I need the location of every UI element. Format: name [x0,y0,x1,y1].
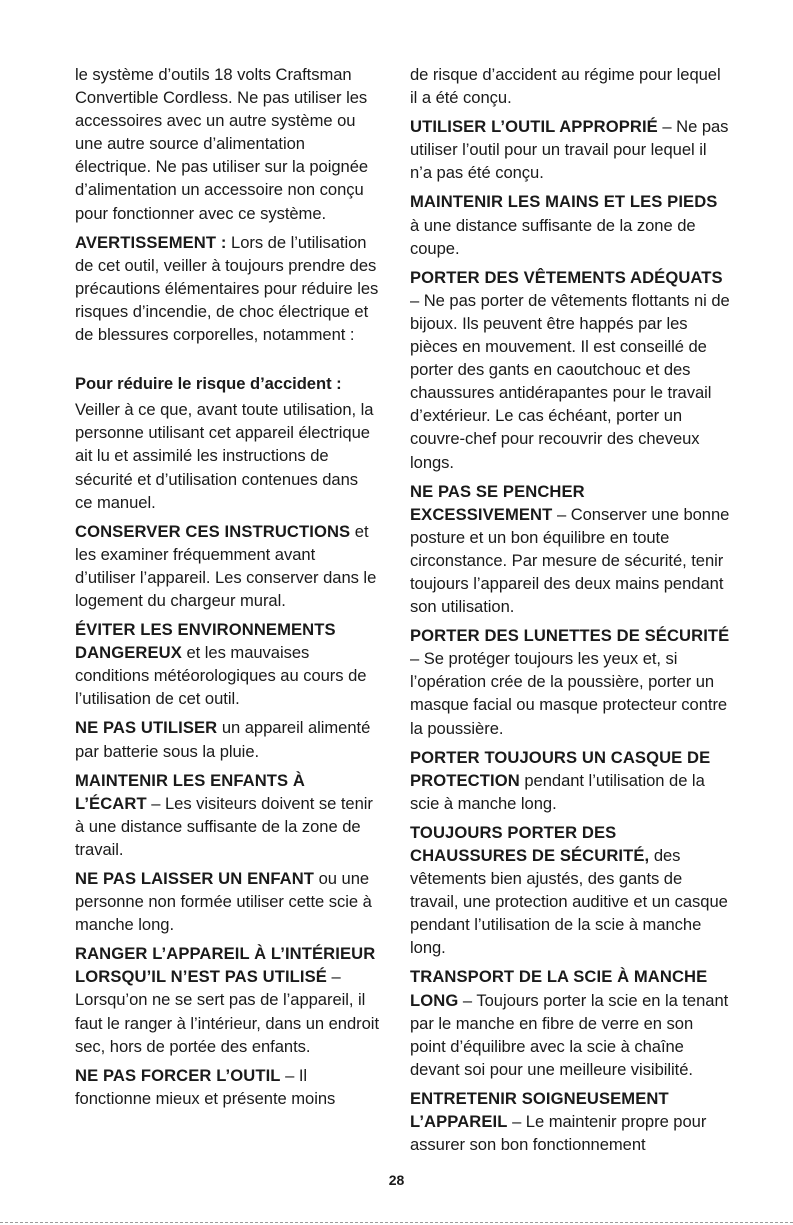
page-bottom-divider [0,1222,793,1223]
paragraph-text: – Se protéger toujours les yeux et, si l’opération crée de la poussière, porter un masque facial ou masque protecteur contre la poussière. [410,649,728,738]
paragraph-heading: ENTRETENIR SOIGNEUSEMENT L’APPAREIL [410,1088,669,1132]
paragraph-heading: PORTER DES LUNETTES DE SÉCURITÉ [410,626,730,646]
paragraph-text: de risque d’accident au régime pour lequel il a été conçu. [410,65,721,108]
paragraph-text: et les mauvaises conditions météorologiques au cours de l’utilisation de cet outil. [75,643,367,709]
left-column [75,63,380,1116]
paragraph-text: – Les visiteurs doivent se tenir à une distance suffisante de la zone de travail. [75,793,373,859]
paragraph [75,867,380,936]
paragraph [410,624,730,739]
paragraph [75,769,380,861]
paragraph [410,821,730,960]
paragraph-text: des vêtements bien ajustés, des gants de travail, une protection auditive et un casque pendant l’utilisation de la scie à manche long. [410,846,728,958]
paragraph [75,942,380,1057]
paragraph-text: un appareil alimenté par batterie sous la pluie. [75,718,371,761]
paragraph [75,63,380,225]
paragraph [410,480,730,619]
paragraph-text: le système d’outils 18 volts Craftsman Convertible Cordless. Ne pas utiliser les accessoires avec un autre système ou une autre source d’alimentation électrique. Ne pas utiliser sur la poignée d’alimentation un accessoire non conçu pour fonctionner avec ce système. [75,65,369,223]
paragraph-text: – Conserver une bonne posture et un bon équilibre en toute circonstance. Par mesure de sécurité, tenir toujours l’appareil des deux mains pendant son utilisation. [410,504,730,617]
paragraph-heading: MAINTENIR LES ENFANTS À L’ÉCART [75,770,306,813]
paragraph-text: – Ne pas porter de vêtements flottants ni de bijoux. Ils peuvent être happés par les pièces en mouvement. Il est conseillé de porter des gants en caoutchouc et des chaussures antidérapantes pour le travail d’extérieur. Le cas échéant, porter un couvre-chef pour recouvrir des cheveux longs. [410,290,730,472]
paragraph-text: ou une personne non formée utiliser cette scie à manche long. [75,869,372,935]
paragraph [410,115,730,184]
paragraph [75,716,380,762]
paragraph [410,965,730,1080]
paragraph-text: Lors de l’utilisation de cet outil, veiller à toujours prendre des précautions élémentaires pour réduire les risques d’incendie, de choc électrique et de blessures corporelles, notamment : [75,232,379,345]
paragraph [410,63,730,109]
paragraph [410,190,730,259]
paragraph [75,1064,380,1110]
paragraph [410,746,730,815]
paragraph-text: à une distance suffisante de la zone de coupe. [410,215,696,258]
right-column [410,63,730,1162]
paragraph [75,231,380,346]
paragraph-heading: NE PAS UTILISER [75,718,218,738]
paragraph-heading: NE PAS FORCER L’OUTIL [75,1065,281,1085]
paragraph-heading: ÉVITER LES ENVIRONNEMENTS DANGEREUX [75,620,336,663]
paragraph [410,1087,730,1156]
paragraph-text: pendant l’utilisation de la scie à manche long. [410,770,705,813]
paragraph-text: Veiller à ce que, avant toute utilisation, la personne utilisant cet appareil électrique ait lu et assimilé les instructions de sécurité et d’utilisation contenues dans ce manuel. [75,400,374,512]
paragraph-text: – Le maintenir propre pour assurer son bon fonctionnement [410,1112,707,1155]
paragraph-text: – Il fonctionne mieux et présente moins [75,1065,336,1108]
paragraph [75,520,380,612]
paragraph-text: – Ne pas utiliser l’outil pour un travail pour lequel il n’a pas été conçu. [410,117,729,183]
paragraph-heading: PORTER DES VÊTEMENTS ADÉQUATS [410,267,723,287]
paragraph-heading: PORTER TOUJOURS UN CASQUE DE PROTECTION [410,747,711,790]
paragraph-heading: UTILISER L’OUTIL APPROPRIÉ [410,117,658,137]
paragraph-heading: NE PAS LAISSER UN ENFANT [75,869,315,888]
paragraph-heading: TOUJOURS PORTER DES CHAUSSURES DE SÉCURITÉ, [410,822,650,865]
paragraph-heading: RANGER L’APPAREIL À L’INTÉRIEUR LORSQU’IL N’EST PAS UTILISÉ [75,944,376,987]
paragraph-text: et les examiner fréquemment avant d’utiliser l’appareil. Les conserver dans le logement du chargeur mural. [75,521,377,610]
paragraph [410,266,730,474]
paragraph-heading: AVERTISSEMENT : [75,232,227,252]
paragraph [75,618,380,710]
paragraph-heading: TRANSPORT DE LA SCIE À MANCHE LONG [410,967,708,1010]
paragraph-text: – Toujours porter la scie en la tenant par le manche en fibre de verre en son point d’équilibre avec la scie à chaîne devant soi pour une meilleure visibilité. [410,990,729,1079]
paragraph [75,398,380,513]
page-number: 28 [388,1172,405,1188]
spacer [75,352,380,372]
paragraph-heading: CONSERVER CES INSTRUCTIONS [75,521,351,541]
section-subheading: Pour réduire le risque d’accident : [75,374,342,394]
paragraph-heading: NE PAS SE PENCHER EXCESSIVEMENT [410,481,585,524]
paragraph-text: – Lorsqu’on ne se sert pas de l’appareil, il faut le ranger à l’intérieur, dans un endroit sec, hors de portée des enfants. [75,967,380,1056]
paragraph-heading: MAINTENIR LES MAINS ET LES PIEDS [410,192,718,212]
